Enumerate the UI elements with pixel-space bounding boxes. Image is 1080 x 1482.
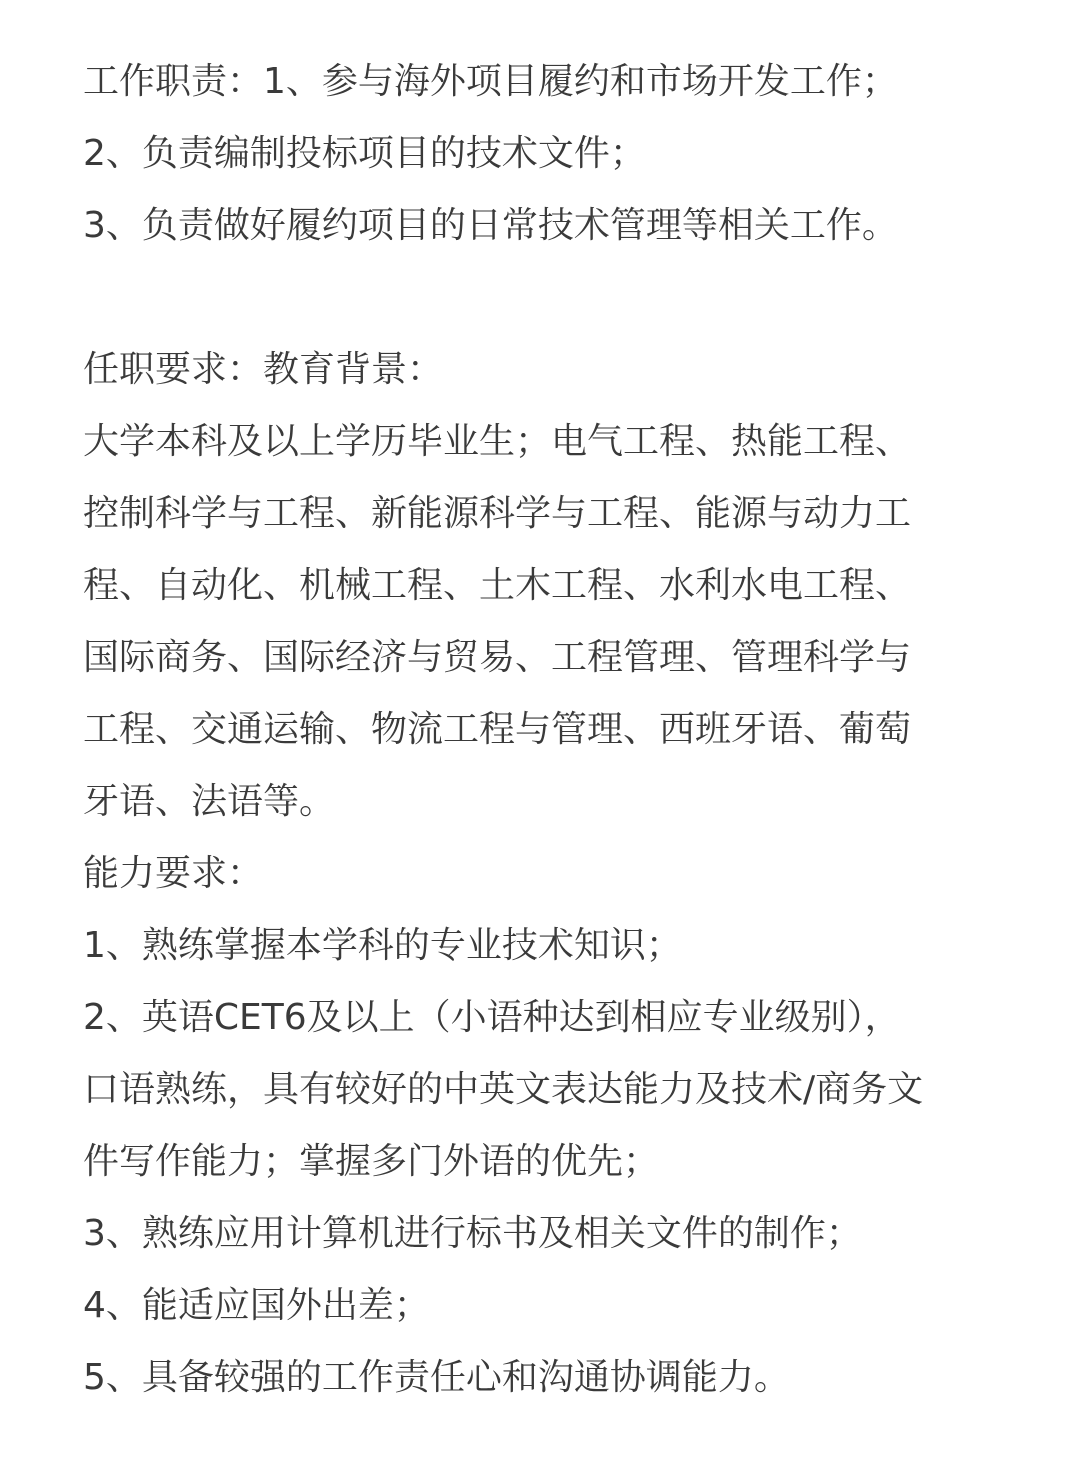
education-line: 工程、交通运输、物流工程与管理、西班牙语、葡萄 [83,709,912,750]
job-description [83,46,1013,1414]
ability-line: 2、英语CET6及以上（小语种达到相应专业级别）， [83,997,901,1038]
education-line: 牙语、法语等。 [83,781,336,822]
section-spacer [83,262,1013,334]
ability-line: 1、熟练掌握本学科的专业技术知识； [83,925,682,966]
education-line: 大学本科及以上学历毕业生；电气工程、热能工程、 [83,421,912,462]
requirements-heading-line: 任职要求：教育背景： [83,349,444,390]
ability-line: 4、能适应国外出差； [83,1285,430,1326]
duty-item: 3、负责做好履约项目的日常技术管理等相关工作。 [83,205,898,246]
ability-line: 3、熟练应用计算机进行标书及相关文件的制作； [83,1213,862,1254]
ability-line: 件写作能力；掌握多门外语的优先； [83,1141,660,1182]
ability-line: 5、具备较强的工作责任心和沟通协调能力。 [83,1357,790,1398]
education-line: 程、自动化、机械工程、土木工程、水利水电工程、 [83,565,912,606]
ability-heading: 能力要求： [83,853,264,894]
education-line: 控制科学与工程、新能源科学与工程、能源与动力工 [83,493,912,534]
ability-line: 口语熟练，具有较好的中英文表达能力及技术/商务文 [83,1069,924,1110]
education-line: 国际商务、国际经济与贸易、工程管理、管理科学与 [83,637,912,678]
duty-item: 2、负责编制投标项目的技术文件； [83,133,646,174]
duties-heading-line: 工作职责：1、参与海外项目履约和市场开发工作； [83,61,898,102]
